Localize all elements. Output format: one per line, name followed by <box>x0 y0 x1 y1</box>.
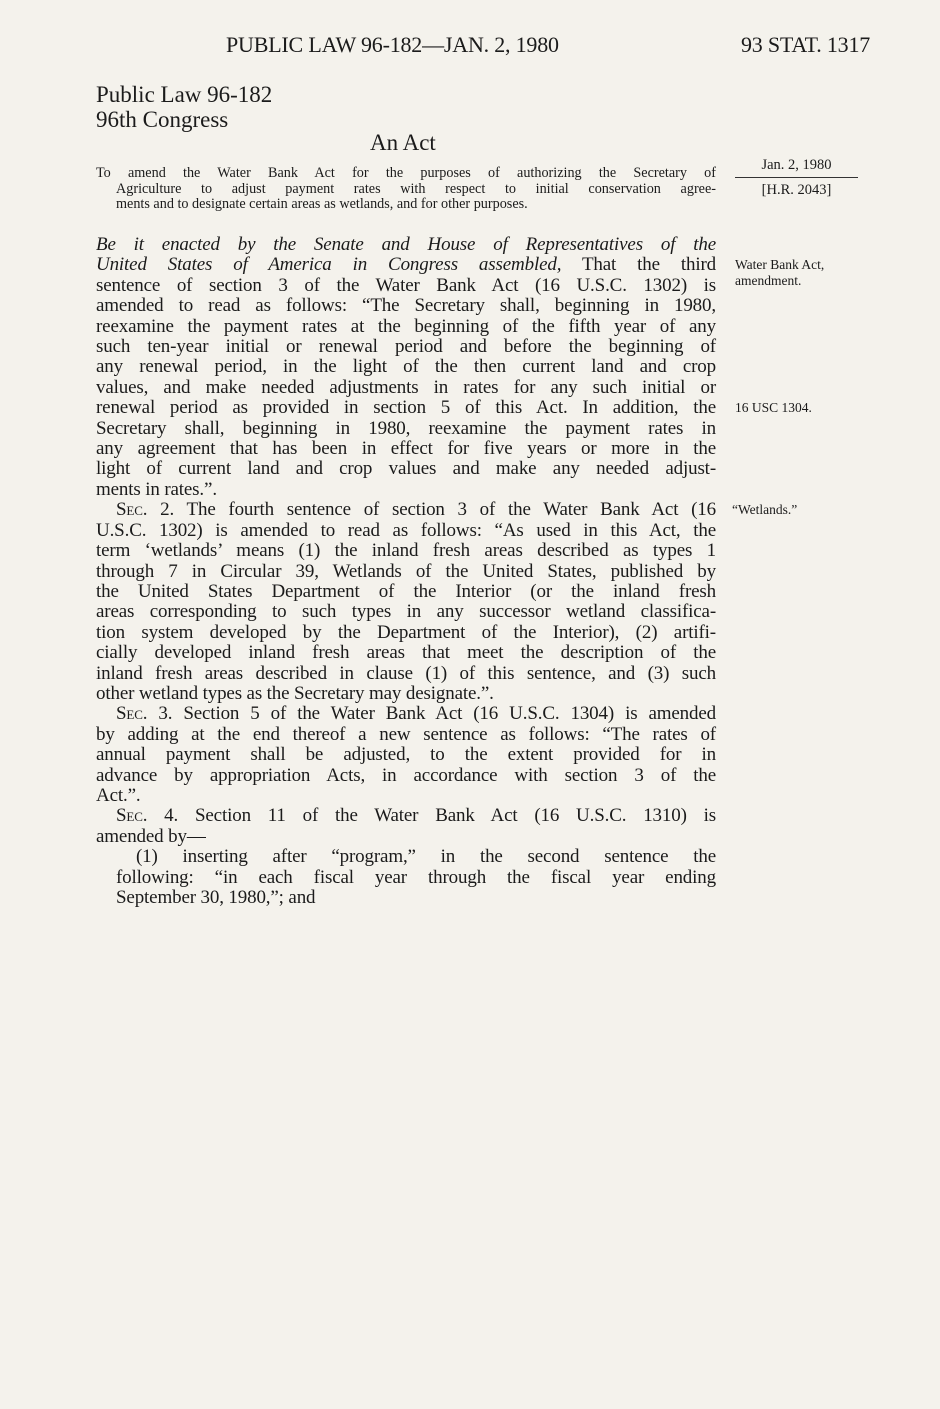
margin-note-usc: 16 USC 1304. <box>735 400 812 415</box>
body-line: reexamine the payment rates at the beginning of the fifth year of any <box>96 315 716 337</box>
enacting-clause-italic: United States of America in Congress assembled, <box>96 254 562 276</box>
statute-page-number: 93 STAT. 1317 <box>741 32 871 57</box>
body-line: any agreement that has been in effect for five years or more in the <box>96 438 716 460</box>
body-line: amended by— <box>96 825 206 847</box>
body-line: annual payment shall be adjusted, to the extent provided for in <box>96 744 716 766</box>
summary-line: Agriculture to adjust payment rates with respect to initial conservation agree- <box>116 180 716 197</box>
body-line: term ‘wetlands’ means (1) the inland fresh areas described as types 1 <box>96 540 716 562</box>
body-line: ments in rates.”. <box>96 478 217 500</box>
act-body <box>96 235 716 908</box>
body-line: such ten-year initial or renewal period and before the beginning of <box>96 336 716 358</box>
enacting-clause-italic: Be it enacted by the Senate and House of Representatives of the <box>96 234 716 255</box>
law-identification <box>96 82 272 132</box>
section-first-line <box>96 704 716 724</box>
margin-note-line: amendment. <box>735 273 802 288</box>
body-line: cially developed inland fresh areas that meet the description of the <box>96 642 716 664</box>
body-text: 2. The fourth sentence of section 3 of the Water Bank Act (16 <box>147 499 716 521</box>
body-line: amended to read as follows: “The Secretary shall, beginning in 1980, <box>96 295 716 317</box>
section-label: Sec. <box>116 703 148 725</box>
section-first-line <box>96 500 716 520</box>
section-label: Sec. <box>116 805 148 827</box>
section-label: Sec. <box>116 499 148 521</box>
body-line: following: “in each fiscal year through the fiscal year ending <box>116 866 716 888</box>
running-head-title: PUBLIC LAW 96-182—JAN. 2, 1980 <box>226 32 559 57</box>
body-line: U.S.C. 1302) is amended to read as follows: “As used in this Act, the <box>96 519 716 541</box>
body-line: (1) inserting after “program,” in the second sentence the <box>136 846 716 868</box>
body-line: Act.”. <box>96 784 141 806</box>
body-line: through 7 in Circular 39, Wetlands of the United States, published by <box>96 560 716 582</box>
act-summary <box>96 166 716 213</box>
body-line: by adding at the end thereof a new sentence as follows: “The rates of <box>96 723 716 745</box>
body-line: other wetland types as the Secretary may designate.”. <box>96 682 494 704</box>
body-line: the United States Department of the Interior (or the inland fresh <box>96 580 716 602</box>
body-line: light of current land and crop values and make any needed adjust- <box>96 458 716 480</box>
public-law-number: Public Law 96-182 <box>96 82 273 107</box>
section-2 <box>96 500 716 704</box>
enacting-clause-line <box>96 255 716 275</box>
body-line: renewal period as provided in section 5 of this Act. In addition, the <box>96 397 716 419</box>
enactment-date: Jan. 2, 1980 <box>761 157 832 173</box>
summary-line: To amend the Water Bank Act for the purposes of authorizing the Secretary of <box>96 165 716 181</box>
body-line: values, and make needed adjustments in rates for any such initial or <box>96 376 716 398</box>
clause-1 <box>96 847 716 908</box>
body-line: advance by appropriation Acts, in accordance with section 3 of the <box>96 764 716 786</box>
body-text: That the third <box>561 254 716 276</box>
bill-number: [H.R. 2043] <box>761 182 832 198</box>
body-line: inland fresh areas described in clause (1) of this sentence, and (3) such <box>96 662 716 684</box>
section-1-text <box>96 276 716 500</box>
margin-note-line: Water Bank Act, <box>735 257 825 272</box>
body-line: September 30, 1980,”; and <box>116 887 316 908</box>
divider <box>735 177 858 178</box>
body-line: sentence of section 3 of the Water Bank Act (16 U.S.C. 1302) is <box>96 274 716 296</box>
section-3 <box>96 704 716 806</box>
body-line: Secretary shall, beginning in 1980, reexamine the payment rates in <box>96 417 716 439</box>
body-text: 4. Section 11 of the Water Bank Act (16 U.S.C. 1310) is <box>147 805 716 827</box>
body-line: any renewal period, in the light of the then current land and crop <box>96 356 716 378</box>
body-line: tion system developed by the Department of the Interior), (2) artifi- <box>96 621 716 643</box>
section-first-line <box>96 806 716 826</box>
margin-note-water-bank <box>735 257 824 289</box>
date-box <box>735 157 858 199</box>
body-line: areas corresponding to such types in any successor wetland classifica- <box>96 601 716 623</box>
margin-note-wetlands: “Wetlands.” <box>732 502 798 517</box>
congress-number: 96th Congress <box>96 107 229 132</box>
section-4 <box>96 806 716 847</box>
enacting-clause-line <box>96 235 716 255</box>
summary-line: ments and to designate certain areas as wetlands, and for other purposes. <box>116 196 528 213</box>
act-heading: An Act <box>370 130 436 155</box>
body-text: 3. Section 5 of the Water Bank Act (16 U.S.C. 1304) is amended <box>147 703 716 725</box>
